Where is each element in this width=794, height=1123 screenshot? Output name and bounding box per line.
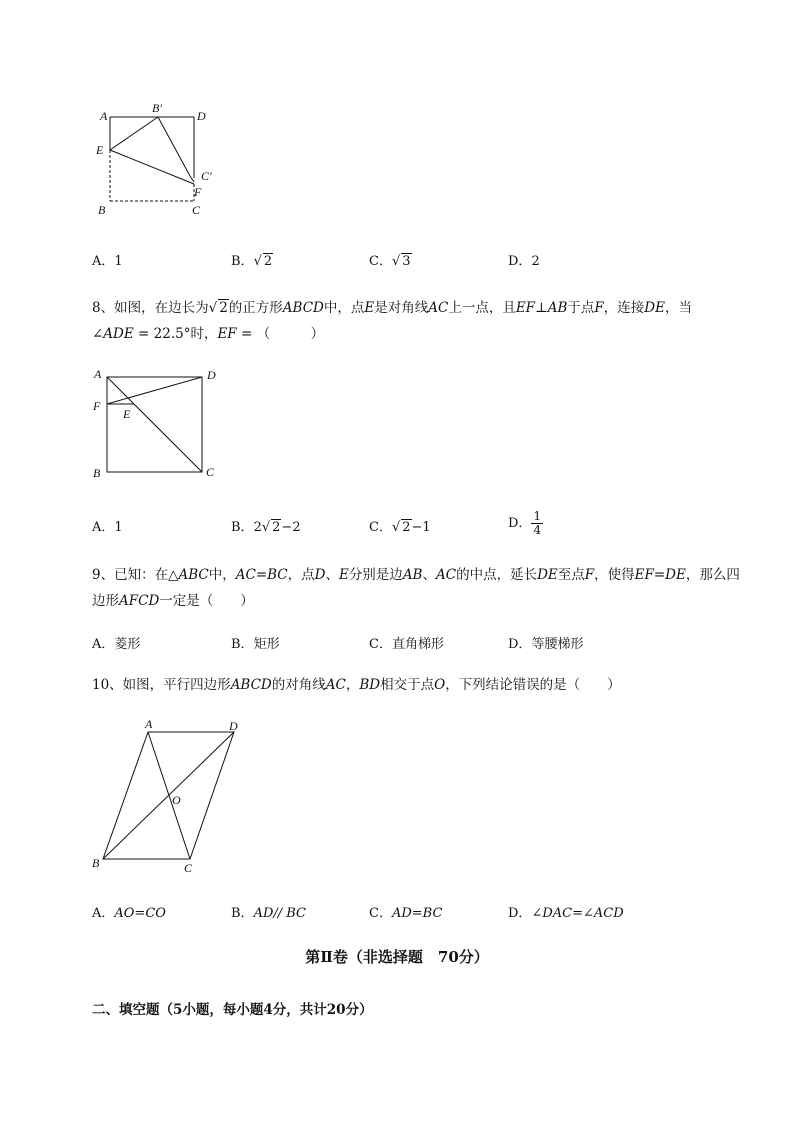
figure-q7 [90,98,230,220]
label-f: F [194,185,202,199]
q7-option-c[interactable]: C．√ 3 [369,254,411,269]
label-d: D [229,719,238,733]
q9-option-d[interactable]: D．等腰梯形 [508,637,584,652]
fraction: $\frac{1}{4}$ [533,509,542,537]
fold-eb-prime [110,117,158,150]
label-b: B [92,856,100,870]
q7-option-b[interactable]: B．√ 2 [231,254,273,269]
label-a: A [94,367,102,381]
diagonal-ac [107,377,202,472]
q7-option-d[interactable]: D．2 [508,254,540,269]
q9-option-c[interactable]: C．直角梯形 [369,637,444,652]
q10-option-a[interactable]: A．AO=CO [92,906,166,921]
label-d: D [197,109,206,123]
label-e: E [123,407,131,421]
sqrt: √ 2 [253,254,273,269]
label-b-prime: B′ [152,101,162,115]
section-title: 第Ⅱ卷（非选择题 70分） [305,948,489,966]
q7-option-a[interactable]: A．1 [92,254,123,269]
label-f: F [93,399,101,413]
segment-de [107,377,202,404]
label-b: B [98,203,106,217]
q9-option-b[interactable]: B．矩形 [231,637,280,652]
q8-option-d[interactable]: D． $\frac{1}{4}$ [508,509,542,537]
label-c-prime: C′ [201,169,212,183]
label-e: E [96,143,104,157]
fold-c-prime-f [190,176,194,182]
q10-option-b[interactable]: B．AD// BC [231,906,307,921]
q8-option-c[interactable]: C．√ 2−1 [369,520,431,535]
label-c: C [184,861,193,875]
label-c: C [206,465,215,479]
q10-option-c[interactable]: C．AD=BC [369,906,443,921]
section-subtitle: 二、填空题（5小题，每小题4分，共计20分） [92,1002,373,1018]
label-b: B [93,466,101,480]
question-10: 10、如图，平行四边形ABCD的对角线AC，BD相交于点O，下列结论错误的是（ ） [92,677,621,693]
q9-option-a[interactable]: A．菱形 [92,637,141,652]
question-9: 9、已知：在△ABC中，AC=BC，点D、E分别是边AB、AC的中点，延长DE至点F，使得EF=DE，那么四边形AFCD一定是（ ） [92,567,740,609]
fold-b-prime-c-prime [158,117,190,176]
label-a: A [145,717,153,731]
sqrt: √ 3 [391,254,411,269]
figure-q8 [88,364,228,486]
q8-option-a[interactable]: A．1 [92,520,123,535]
label-a: A [100,109,108,123]
diagonal-bd [103,732,234,859]
question-8: 8、如图，在边长为√ 2的正方形ABCD中，点E是对角线AC上一点，且EF⊥AB于点F，连接DE，当 ∠ADE = 22.5°时，EF = （ ） [92,300,692,342]
label-d: D [207,368,216,382]
fold-ef [110,150,194,184]
label-c: C [192,203,201,217]
q10-option-d[interactable]: D．∠DAC=∠ACD [508,906,624,921]
figure-q10 [88,716,258,878]
q8-option-b[interactable]: B．2√ 2−2 [231,520,301,535]
label-o: O [172,793,181,807]
